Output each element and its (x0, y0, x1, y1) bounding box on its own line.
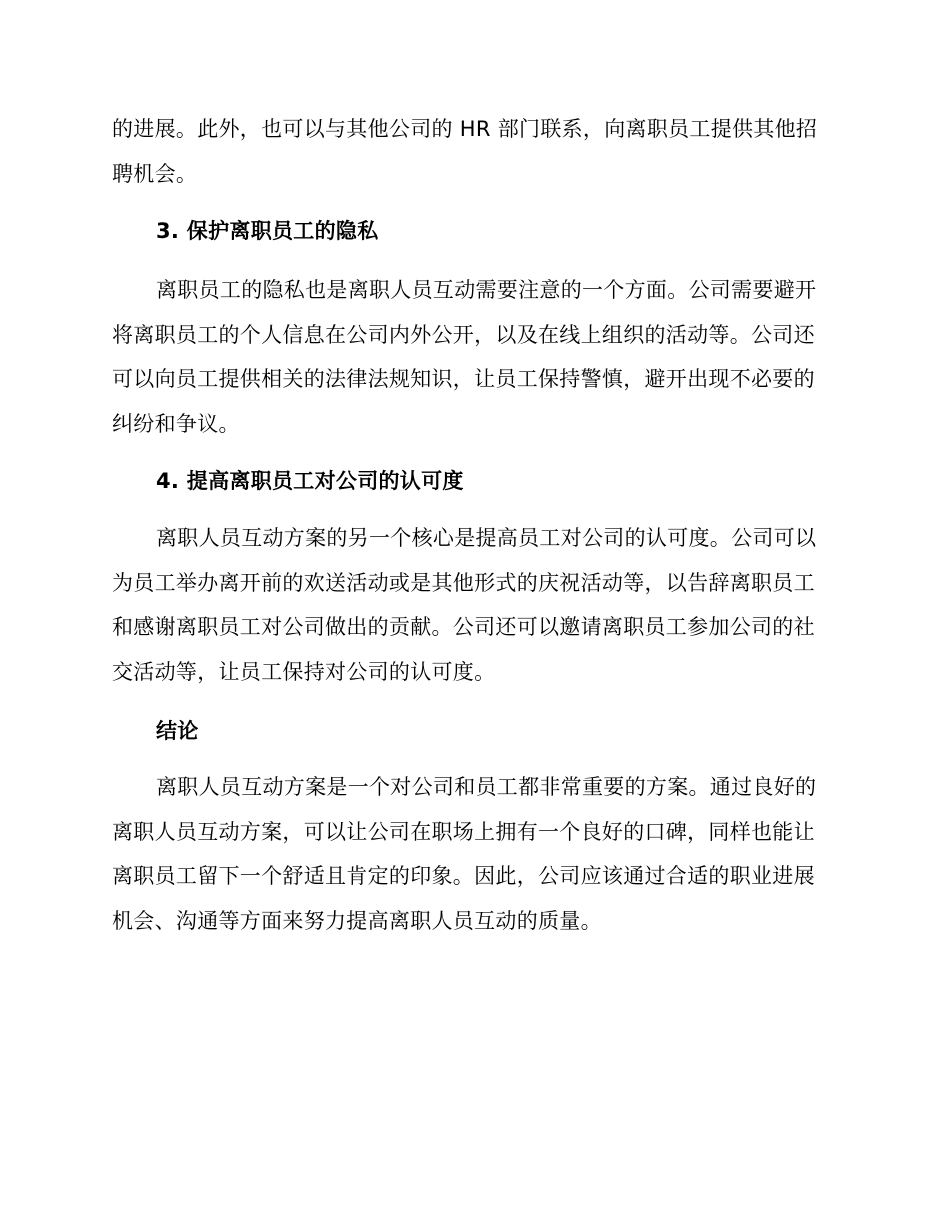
section-heading-recognition: 4. 提高离职员工对公司的认可度 (156, 469, 464, 493)
section-body-conclusion: 离职人员互动方案是一个对公司和员工都非常重要的方案。通过良好的离职人员互动方案，可以让公司在职场上拥有一个良好的口碑，同样也能让离职员工留下一个舒适且肯定的印象。因此，公司应该通过合适的职业进展机会、沟通等方面来努力提高离职人员互动的质量。 (112, 775, 817, 933)
section-body-privacy: 离职员工的隐私也是离职人员互动需要注意的一个方面。公司需要避开将离职员工的个人信息在公司内外公开，以及在线上组织的活动等。公司还可以向员工提供相关的法律法规知识，让员工保持警慎，避开出现不必要的纠纷和争议。 (112, 278, 817, 436)
section-heading-privacy: 3. 保护离职员工的隐私 (156, 219, 379, 243)
continuation-paragraph: 的进展。此外，也可以与其他公司的 HR 部门联系，向离职员工提供其他招聘机会。 (112, 117, 818, 186)
section-heading-conclusion: 结论 (156, 719, 199, 743)
section-body-recognition: 离职人员互动方案的另一个核心是提高员工对公司的认可度。公司可以为员工举办离开前的欢送活动或是其他形式的庆祝活动等，以告辞离职员工和感谢离职员工对公司做出的贡献。公司还可以邀请离职员工参加公司的社交活动等，让员工保持对公司的认可度。 (112, 526, 817, 684)
